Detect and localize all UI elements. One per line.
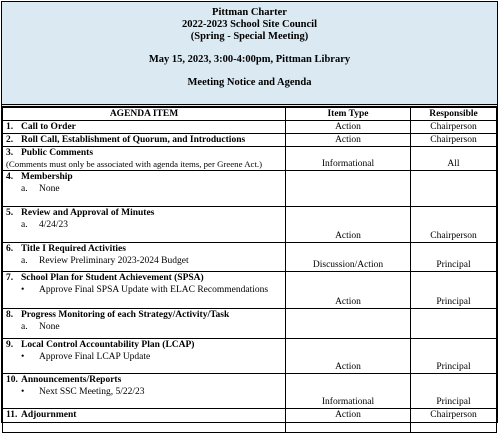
- table-row: [3, 309, 497, 339]
- item-type-cell: Action: [286, 272, 411, 309]
- table-row: [3, 272, 497, 309]
- table-row: [3, 121, 497, 134]
- subitem-text: None: [39, 184, 60, 194]
- item-type-cell: Action: [286, 121, 411, 134]
- document-title: Meeting Notice and Agenda: [187, 77, 312, 88]
- responsible-cell: Chairperson: [411, 121, 497, 134]
- agenda-item-title: [6, 374, 282, 386]
- subitem-marker: a.: [21, 256, 28, 266]
- item-type-cell: Discussion/Action: [286, 243, 411, 272]
- agenda-item-title-text: Call to Order: [21, 122, 76, 132]
- responsible-cell: Principal: [411, 272, 497, 309]
- subitem-marker: a.: [21, 184, 28, 194]
- responsible-cell: Principal: [411, 243, 497, 272]
- subitem-text: 4/24/23: [39, 220, 69, 230]
- column-header-item: AGENDA ITEM: [3, 108, 286, 121]
- subitem-text: None: [39, 322, 60, 332]
- agenda-item-note: (Comments must only be associated with agenda items, per Greene Act.): [6, 159, 263, 169]
- table-row: [3, 134, 497, 147]
- agenda-item-title: [6, 272, 282, 284]
- table-header-row: [3, 108, 497, 121]
- agenda-subitem: [6, 183, 282, 195]
- item-type-cell: Action: [286, 207, 411, 243]
- agenda-item-cell: [3, 207, 286, 243]
- org-name: Pittman Charter: [212, 7, 287, 18]
- agenda-item-cell: [3, 272, 286, 309]
- agenda-item-title: [6, 243, 282, 255]
- responsible-cell: Principal: [411, 339, 497, 374]
- agenda-item-title-text: Public Comments: [21, 148, 94, 158]
- subitem-text: Approve Final SPSA Update with ELAC Recommendations: [39, 285, 269, 295]
- agenda-item-title-text: Announcements/Reports: [21, 375, 122, 385]
- table-row: [3, 207, 497, 243]
- responsible-cell: [411, 171, 497, 207]
- item-type-cell: Action: [286, 409, 411, 433]
- agenda-item-title: [6, 207, 282, 219]
- subitem-marker: •: [21, 387, 25, 397]
- responsible-cell: Chairperson: [411, 134, 497, 147]
- subitem-marker: •: [21, 352, 25, 362]
- subitem-marker: •: [21, 285, 25, 295]
- agenda-subitem: [6, 321, 282, 333]
- agenda-item-cell: [3, 121, 286, 134]
- agenda-item-number: 4.: [6, 172, 14, 182]
- table-row: [3, 374, 497, 409]
- agenda-item-number: 3.: [6, 148, 14, 158]
- item-type-cell: Informational: [286, 374, 411, 409]
- column-header-responsible: Responsible: [411, 108, 497, 121]
- agenda-item-title: [6, 121, 282, 133]
- table-row: [3, 171, 497, 207]
- agenda-item-number: 6.: [6, 244, 14, 254]
- meeting-datetime-place: May 15, 2023, 3:00-4:00pm, Pittman Library: [148, 54, 351, 65]
- subitem-marker: a.: [21, 220, 28, 230]
- agenda-subitem: [6, 219, 282, 231]
- responsible-cell: Chairperson: [411, 207, 497, 243]
- item-type-cell: Action: [286, 134, 411, 147]
- table-row: [3, 409, 497, 433]
- council-name: 2022-2023 School Site Council: [181, 19, 318, 30]
- agenda-item-number: 10.: [6, 375, 18, 385]
- agenda-header: [2, 2, 497, 107]
- item-type-cell: [286, 309, 411, 339]
- agenda-item-number: 1.: [6, 122, 14, 132]
- agenda-item-title-text: Roll Call, Establishment of Quorum, and Introductions: [21, 135, 246, 145]
- table-row: [3, 339, 497, 374]
- agenda-item-cell: [3, 409, 286, 433]
- agenda-item-cell: [3, 171, 286, 207]
- subitem-text: Approve Final LCAP Update: [39, 352, 151, 362]
- item-type-cell: Informational: [286, 147, 411, 171]
- agenda-item-number: 8.: [6, 310, 14, 320]
- agenda-subitem: [6, 284, 282, 296]
- agenda-item-cell: [3, 339, 286, 374]
- agenda-item-title-text: Membership: [21, 172, 73, 182]
- agenda-item-title-text: Adjournment: [21, 410, 77, 420]
- agenda-item-number: 2.: [6, 135, 14, 145]
- table-row: [3, 243, 497, 272]
- agenda-item-title-text: Local Control Accountability Plan (LCAP): [21, 340, 195, 350]
- column-header-type: Item Type: [286, 108, 411, 121]
- agenda-item-title: [6, 409, 282, 421]
- responsible-cell: Chairperson: [411, 409, 497, 433]
- agenda-item-cell: [3, 147, 286, 171]
- subitem-text: Review Preliminary 2023-2024 Budget: [39, 256, 189, 266]
- agenda-subitem: [6, 386, 282, 398]
- agenda-item-title: [6, 339, 282, 351]
- table-row: [3, 147, 497, 171]
- responsible-cell: All: [411, 147, 497, 171]
- agenda-item-number: 5.: [6, 208, 14, 218]
- agenda-document: [1, 1, 498, 423]
- responsible-cell: Principal: [411, 374, 497, 409]
- meeting-kind: (Spring - Special Meeting): [190, 31, 309, 42]
- agenda-item-title: [6, 309, 282, 321]
- subitem-text: Next SSC Meeting, 5/22/23: [39, 387, 145, 397]
- agenda-item-number: 9.: [6, 340, 14, 350]
- agenda-item-title: [6, 134, 282, 146]
- agenda-item-number: 7.: [6, 273, 14, 283]
- agenda-item-title: [6, 147, 282, 159]
- item-type-cell: Action: [286, 339, 411, 374]
- agenda-item-title-text: School Plan for Student Achievement (SPSA): [21, 273, 204, 283]
- agenda-item-cell: [3, 309, 286, 339]
- agenda-item-cell: [3, 243, 286, 272]
- responsible-cell: [411, 309, 497, 339]
- item-type-cell: [286, 171, 411, 207]
- agenda-table: [2, 107, 497, 433]
- agenda-item-title: [6, 171, 282, 183]
- agenda-subitem: [6, 255, 282, 267]
- subitem-marker: a.: [21, 322, 28, 332]
- agenda-item-title-text: Review and Approval of Minutes: [21, 208, 155, 218]
- agenda-item-cell: [3, 374, 286, 409]
- agenda-item-title-text: Title I Required Activities: [21, 244, 126, 254]
- agenda-item-cell: [3, 134, 286, 147]
- agenda-item-title-text: Progress Monitoring of each Strategy/Activity/Task: [21, 310, 230, 320]
- agenda-item-number: 11.: [6, 410, 18, 420]
- agenda-subitem: [6, 351, 282, 363]
